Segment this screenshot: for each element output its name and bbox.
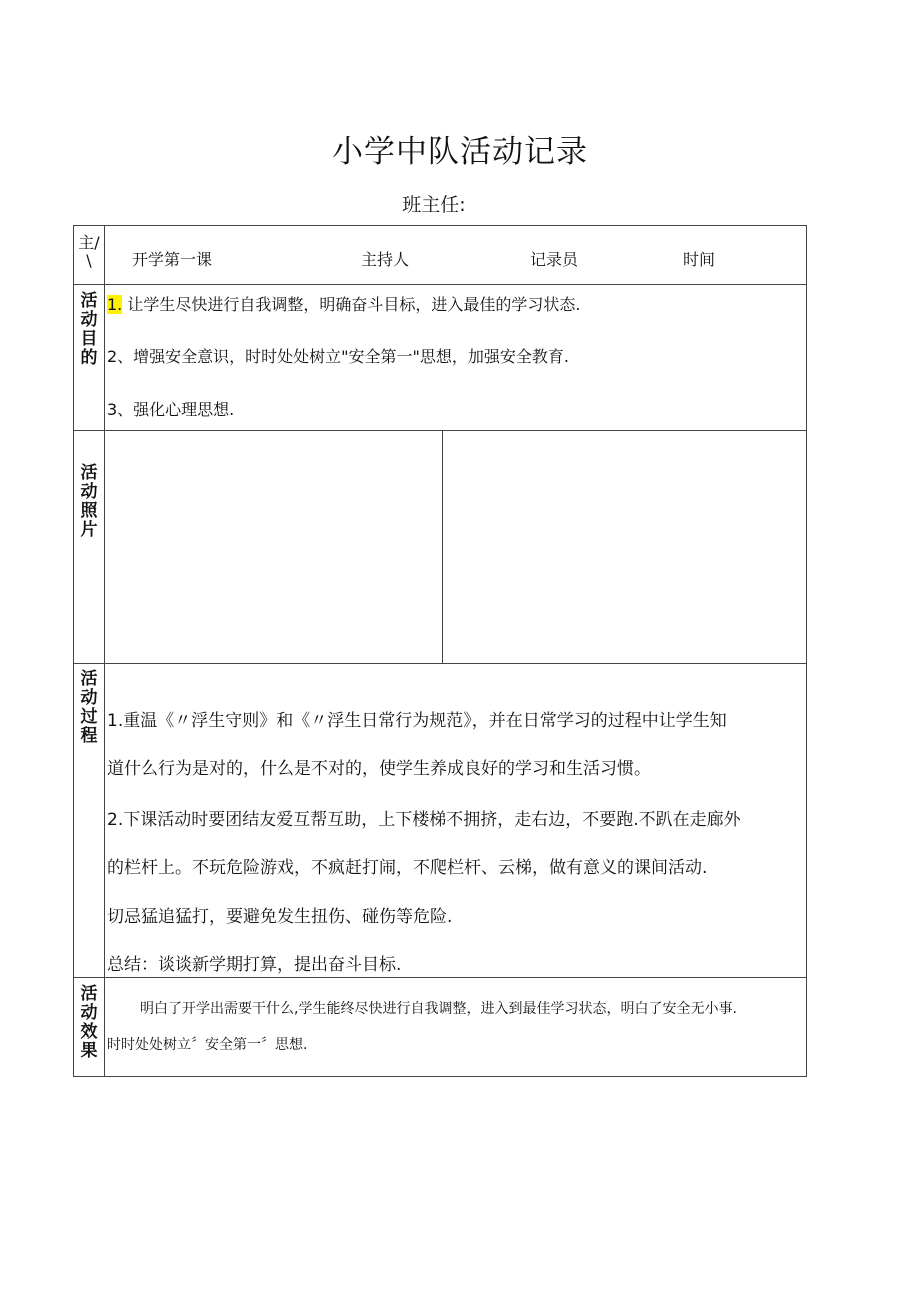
effect-line-1: 明白了开学出需要干什么,学生能终尽快进行自我调整，进入到最佳学习状态，明白了安全无小事. <box>140 1001 737 1017</box>
row-divider <box>74 977 806 978</box>
row-label-photos: 活动照片 <box>80 463 98 540</box>
process-line: 道什么行为是对的，什么是不对的，使学生养成良好的学习和生活习惯。 <box>107 759 651 779</box>
process-line: 总结：谈谈新学期打算，提出奋斗目标. <box>107 955 402 975</box>
recorder-label: 记录员 <box>530 250 579 269</box>
row-divider <box>74 663 806 664</box>
photo-slot-left <box>105 431 442 663</box>
process-line: 2.下课活动时要团结友爱互帮互助，上下楼梯不拥挤，走右边，不要跑.不趴在走廊外 <box>107 810 741 830</box>
row-label-purpose: 活动目的 <box>80 291 98 368</box>
host-label: 主持人 <box>361 250 410 269</box>
activity-topic: 开学第一课 <box>132 250 213 269</box>
process-line: 1.重温《〃浮生守则》和《〃浮生日常行为规范》，并在日常学习的过程中让学生知 <box>107 711 727 731</box>
activity-record-table <box>73 225 807 1077</box>
process-line: 的栏杆上。不玩危险游戏，不疯赶打闹，不爬栏杆、云梯，做有意义的课间活动. <box>107 858 708 878</box>
purpose-item-3: 3、强化心理思想. <box>107 400 235 419</box>
row-divider <box>74 284 806 285</box>
purpose-item-1 <box>107 292 580 315</box>
purpose-item-1-text: 让学生尽快进行自我调整，明确奋斗目标，进入最佳的学习状态. <box>127 295 581 314</box>
head-teacher-label: 班主任: <box>402 194 466 216</box>
purpose-item-2: 2、增强安全意识，时时处处树立"安全第一"思想，加强安全教育. <box>107 347 569 366</box>
highlighted-number: 1. <box>107 295 123 314</box>
process-line: 切忌猛追猛打，要避免发生扭伤、碰伤等危险. <box>107 907 453 927</box>
time-label: 时间 <box>683 250 716 269</box>
effect-line-2: 时时处处树立〞安全第一〞思想. <box>107 1037 308 1053</box>
row-label-process: 活动过程 <box>80 669 98 746</box>
page-title: 小学中队活动记录 <box>332 134 588 170</box>
row-label-effect: 活动效果 <box>80 984 98 1061</box>
row-label-topic: 主/\ <box>78 233 100 270</box>
photo-slot-right <box>443 431 806 663</box>
